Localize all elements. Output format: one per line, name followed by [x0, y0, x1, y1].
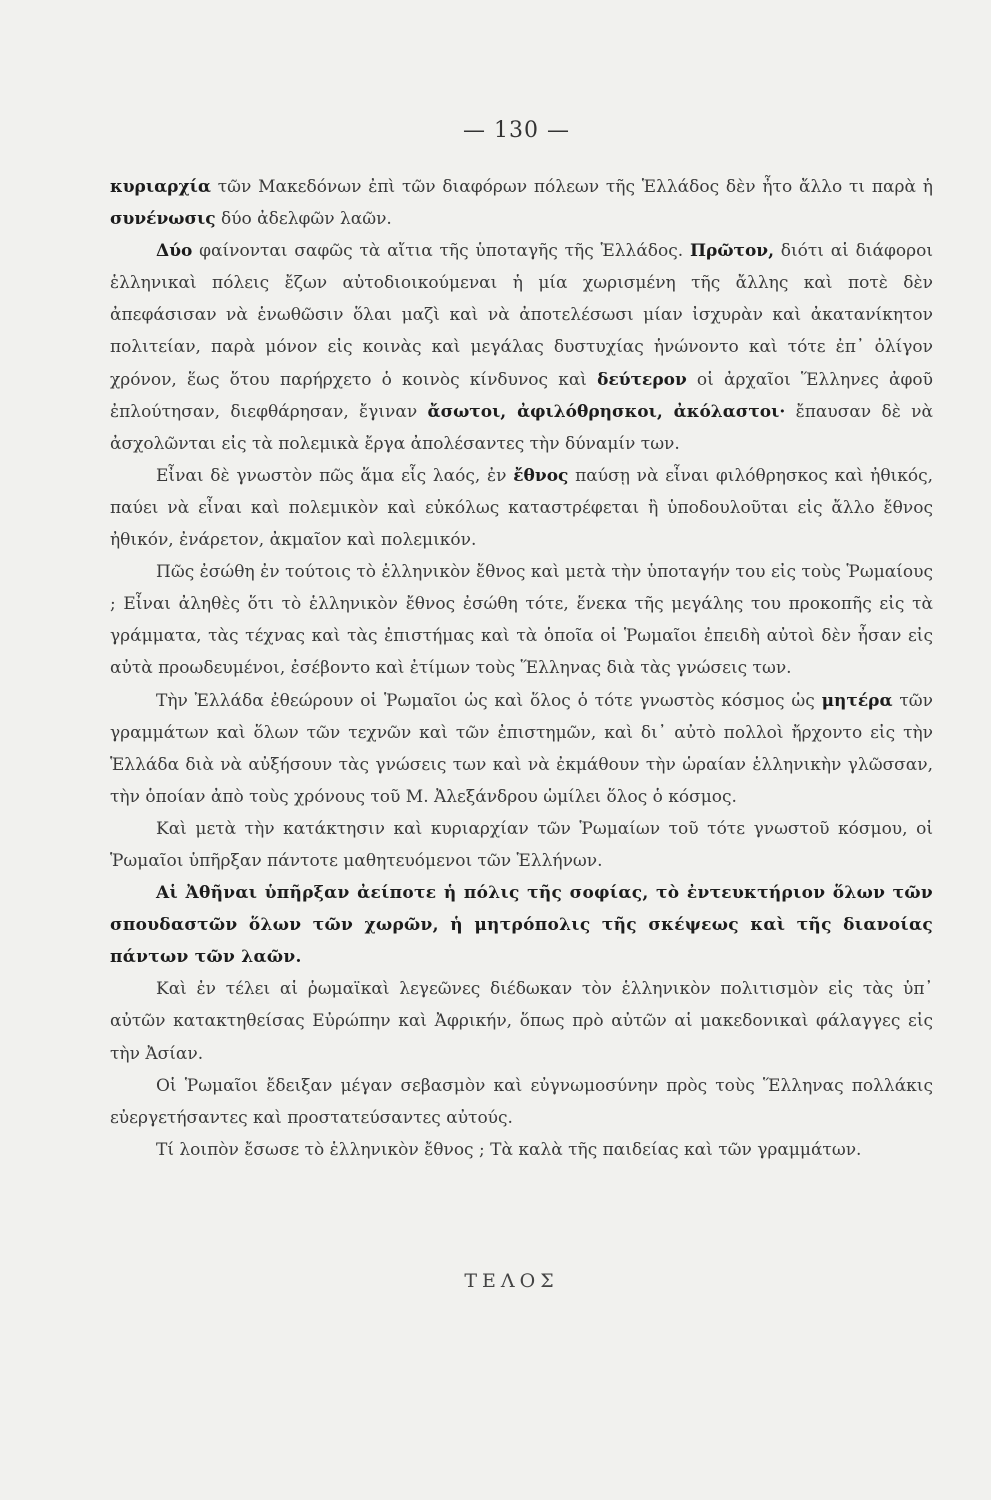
bold-term: Πρῶτον, [689, 241, 774, 262]
bold-term: κυριαρχία [110, 177, 211, 197]
paragraph [110, 235, 933, 460]
text-segment: τῶν γραμμάτων καὶ ὅλων τῶν τεχνῶν καὶ τῶν ἐπιστημῶν, καὶ δι᾿ αὐτὸ πολλοὶ ἤρχοντο εἰς τὴν Ἑλλάδα διὰ νὰ αὐξήσουν τὰς γνώσεις των καὶ νὰ ἐκμάθουν τὴν ὡραίαν ἑλληνικὴν γλῶσσαν, τὴν ὁποίαν ἀπὸ τοὺς χρόνους τοῦ Μ. Ἀλεξάνδρου ὡμίλει ὅλος ὁ κόσμος. [110, 690, 933, 807]
text-segment: διότι αἱ διάφοροι ἑλληνικαὶ πόλεις ἔζων αὐτοδιοικούμεναι ἡ μία χωρισμένη τῆς ἄλλης καὶ ποτὲ δὲν ἀπεφάσισαν νὰ ἑνωθῶσιν ὅλαι μαζὶ καὶ νὰ ἀποτελέσωσι μίαν ἰσχυρὰν καὶ ἀκατανίκητον πολιτείαν, παρὰ μόνον εἰς κοινὰς καὶ μεγάλας δυστυχίας ἡνώνοντο καὶ τότε ἐπ᾿ ὀλίγον χρόνον, ἕως ὅτου παρήρχετο ὁ κοινὸς κίνδυνος καὶ [110, 241, 934, 390]
text-segment: Εἶναι δὲ γνωστὸν πῶς ἅμα εἷς λαός, ἐν [156, 465, 514, 486]
bold-term: ἔθνος [513, 465, 569, 486]
text-segment: Καὶ ἐν τέλει αἱ ῥωμαϊκαὶ λεγεῶνες διέδωκαν τὸν ἑλληνικὸν πολιτισμὸν εἰς τὰς ὑπ᾿ αὐτῶν κατακτηθείσας Εὐρώπην καὶ Ἀφρικήν, ὅπως πρὸ αὐτῶν αἱ μακεδονικαὶ φάλαγγες εἰς τὴν Ἀσίαν. [110, 979, 933, 1064]
paragraph [110, 460, 933, 556]
text-segment: Καὶ μετὰ τὴν κατάκτησιν καὶ κυριαρχίαν τῶν Ῥωμαίων τοῦ τότε γνωστοῦ κόσμου, οἱ Ῥωμαῖοι ὑπῆρξαν πάντοτε μαθητευόμενοι τῶν Ἑλλήνων. [110, 818, 933, 871]
text-segment: φαίνονται σαφῶς τὰ αἴτια τῆς ὑποταγῆς τῆς Ἑλλάδος. [192, 241, 690, 262]
paragraph [110, 1134, 933, 1166]
body-text [110, 171, 933, 1166]
bold-term: συνένωσις [110, 209, 216, 230]
paragraph [110, 171, 933, 235]
bold-term: ἄσωτοι, ἀφιλόθρησκοι, ἀκόλαστοι· [427, 401, 786, 422]
bold-term: μητέρα [821, 690, 893, 711]
text-segment: Τί λοιπὸν ἔσωσε τὸ ἑλληνικὸν ἔθνος ; Τὰ καλὰ τῆς παιδείας καὶ τῶν γραμμάτων. [156, 1139, 862, 1160]
text-segment: δύο ἀδελφῶν λαῶν. [215, 209, 392, 230]
paragraph [110, 877, 933, 973]
bold-term: Δύο [156, 241, 193, 262]
text-segment: οἱ ἀρχαῖοι Ἕλληνες ἀφοῦ ἐπλούτησαν, διεφθάρησαν, ἔγιναν [110, 369, 933, 422]
paragraph [110, 685, 933, 813]
text-segment: Οἱ Ῥωμαῖοι ἔδειξαν μέγαν σεβασμὸν καὶ εὐγνωμοσύνην πρὸς τοὺς Ἕλληνας πολλάκις εὐεργετήσαντες καὶ προστατεύσαντες αὐτούς. [110, 1075, 933, 1128]
paragraph [110, 973, 933, 1069]
paragraph [110, 1070, 933, 1134]
paragraph [110, 556, 933, 684]
page-number: — 130 — [463, 118, 570, 143]
bold-term: Αἱ Ἀθῆναι ὑπῆρξαν ἀείποτε ἡ πόλις τῆς σοφίας, τὸ ἐντευκτήριον ὅλων τῶν σπουδαστῶν ὅλων τῶν χωρῶν, ἡ μητρόπολις τῆς σκέψεως καὶ τῆς διανοίας πάντων τῶν λαῶν. [110, 883, 933, 968]
text-segment: Τὴν Ἑλλάδα ἐθεώρουν οἱ Ῥωμαῖοι ὡς καὶ ὅλος ὁ τότε γνωστὸς κόσμος ὡς [156, 690, 822, 711]
text-segment: παύσῃ νὰ εἶναι φιλόθρησκος καὶ ἠθικός, παύει νὰ εἶναι καὶ πολεμικὸν καὶ εὐκόλως καταστρέφεται ἢ ὑποδουλοῦται εἰς ἄλλο ἔθνος ἠθικόν, ἐνάρετον, ἀκμαῖον καὶ πολεμικόν. [110, 465, 933, 551]
text-segment: τῶν Μακεδόνων ἐπὶ τῶν διαφόρων πόλεων τῆς Ἑλλάδος δὲν ἦτο ἄλλο τι παρὰ ἡ [210, 177, 933, 197]
end-mark: ΤΕΛΟΣ [464, 1269, 559, 1292]
text-segment: Πῶς ἐσώθη ἐν τούτοις τὸ ἑλληνικὸν ἔθνος καὶ μετὰ τὴν ὑποταγήν του εἰς τοὺς Ῥωμαίους ; Εἶναι ἀληθὲς ὅτι τὸ ἑλληνικὸν ἔθνος ἐσώθη τότε, ἕνεκα τῆς μεγάλης του προκοπῆς εἰς τὰ γράμματα, τὰς τέχνας καὶ τὰς ἐπιστήμας καὶ τὰ ὁποῖα οἱ Ῥωμαῖοι ἐπειδὴ αὐτοὶ δὲν ἦσαν εἰς αὐτὰ προωδευμένοι, ἐσέβοντο καὶ ἐτίμων τοὺς Ἕλληνας διὰ τὰς γνώσεις των. [110, 562, 933, 679]
text-segment: ἔπαυσαν δὲ νὰ ἀσχολῶνται εἰς τὰ πολεμικὰ ἔργα ἀπολέσαντες τὴν δύναμίν των. [110, 401, 933, 454]
paragraph [110, 813, 933, 877]
bold-term: δεύτερον [597, 369, 687, 390]
